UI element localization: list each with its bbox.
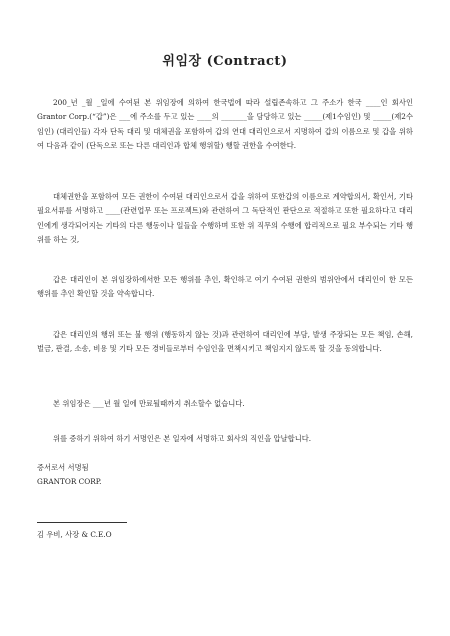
- company-name: GRANTOR CORP.: [37, 477, 102, 486]
- signature-line: [37, 522, 127, 523]
- paragraph-irrevocability: 본 위임장은 ___년 월 일에 만료될때까지 취소할수 없습니다.: [53, 399, 245, 408]
- paragraph-ratification: 갑은 대리인이 본 위임장하에서한 모든 행위를 추인, 확인하고 여기 수여된 권한의 범위안에서 대리인이 한 모든 행위를 추인 확인할 것을 약속합니다.: [37, 275, 413, 299]
- signer-name-title: 김 우비, 사장 & C.E.O: [37, 530, 112, 539]
- paragraph-scope-of-powers: 대체권한을 포함하여 모든 권한이 수여된 대리인으로서 갑을 위하여 또한갑의 이름으로 계약합의서, 확인서, 기타 필요서류를 서명하고 ____(관련업무 또는 프로젝트)와 관련하여 그 독단적인 판단으로 적절하고 또한 필요하다고 대리인에게 생각되어지는 기타의 다른 행동이나 일들을 수행하며 또한 위 직무의 수행에 합리적으로 필요 부수되는 기타 행위를 하는 것,: [37, 192, 413, 244]
- paragraph-indemnification: 갑은 대리인의 행위 또는 불 행위 (행동하지 않는 것)과 관련하여 대리인에 부담, 발생 주장되는 모든 책임, 손해, 벌금, 판결, 소송, 비용 및 기타 모든 경비들로부터 수임인을 면책시키고 책임지지 않도록 할 것을 동의합니다.: [37, 330, 413, 354]
- document-title: 위임장 (Contract): [162, 54, 288, 69]
- signer-block: [37, 528, 337, 542]
- paragraph-grant-of-authority: 200_년 _월 _일에 수여된 본 위임장에 의하여 한국법에 따라 설립존속하고 그 주소가 한국 ____인 회사인 Grantor Corp.(“갑”)은 ___에 주소를 두고 있는 ____의 _______을 담당하고 있는 _____(제1수임인) 및 _____(제2수임인) (대리인들) 각자 단독 대리 및 대체권을 포함하여 갑의 연대 대리인으로서 지명하여 갑의 이름으로 및 갑을 위하여 다음과 같이 (단독으로 또는 다른 대리인과 합체 행위할) 행할 권한을 수여한다.: [37, 98, 413, 150]
- attest-label: 증서로서 서명됨: [37, 463, 89, 472]
- paragraph-witness-clause: 위를 증하기 위하여 하기 서명인은 본 일자에 서명하고 회사의 직인을 압날합니다.: [53, 434, 312, 443]
- signature-block: [37, 461, 337, 489]
